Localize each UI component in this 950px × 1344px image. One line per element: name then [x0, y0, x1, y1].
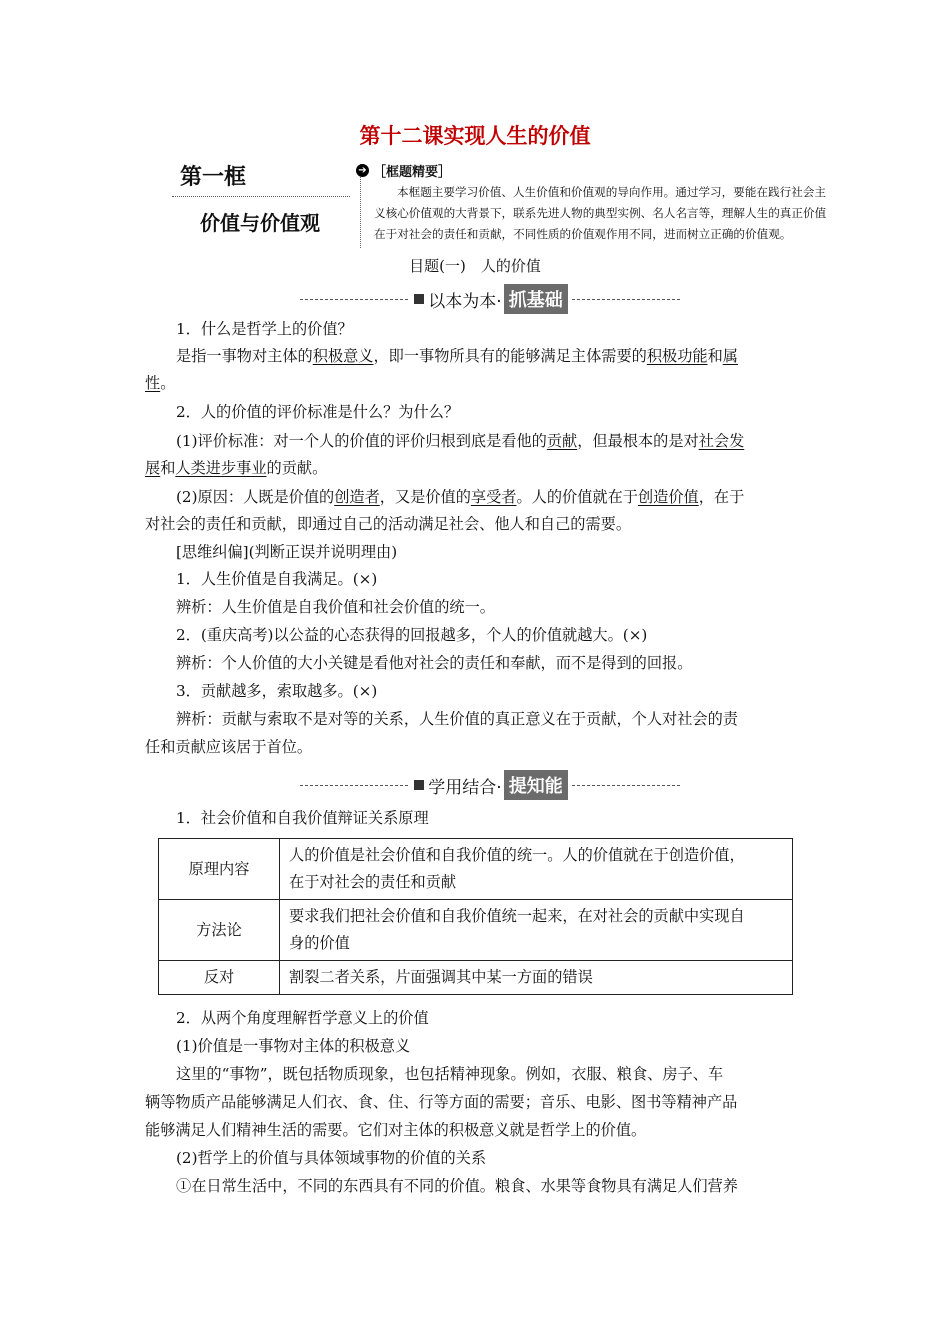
- section-banner-basics: [300, 284, 680, 314]
- keyword: 属: [722, 347, 738, 365]
- think-item-1-a: 辨析：人生价值是自我价值和社会价值的统一。: [176, 598, 495, 616]
- topic-heading: 目题(一) 人的价值: [409, 257, 541, 275]
- table-cell-content: [280, 839, 793, 900]
- answer-2b-line-1: [145, 484, 809, 511]
- value-sub-2: (2)哲学上的价值与具体领域事物的价值的关系: [176, 1149, 487, 1167]
- keyword: 享受者: [470, 488, 517, 506]
- summary-text: 本框题主要学习价值、人生价值和价值观的导向作用。通过学习，要能在践行社会主义核心价值观的大背景下，联系先进人物的典型实例、名人名言等，理解人生的真正价值在于对社会的责任和贡献，不同性质的价值观作用不同，进而树立正确的价值观。: [374, 185, 827, 241]
- think-item-2-a: 辨析：个人价值的大小关键是看他对社会的责任和奉献，而不是得到的回报。: [176, 654, 693, 672]
- banner-prefix: 学用结合·: [428, 777, 502, 798]
- answer-1-line-2: [145, 370, 809, 397]
- keyword: 积极意义: [312, 347, 374, 365]
- arrow-right-icon: ➔: [356, 164, 369, 177]
- banner-right-dash: [572, 785, 680, 786]
- text: (2)原因：人既是价值的: [176, 488, 335, 506]
- keyword: 人类进步事业: [175, 459, 267, 477]
- text: 是指一事物对主体的: [176, 347, 313, 365]
- text: ，又是价值的: [379, 488, 471, 506]
- table-cell-label: 方法论: [159, 900, 280, 961]
- text: ，但最根本的是对: [577, 432, 699, 450]
- keyword: 展: [145, 459, 161, 477]
- think-heading: [思维纠偏](判断正误并说明理由): [176, 543, 398, 561]
- table-cell-label: 反对: [159, 961, 280, 995]
- cell-line: 人的价值是社会价值和自我价值的统一。人的价值就在于创造价值，: [289, 846, 745, 864]
- table-row: [159, 900, 793, 961]
- keyword: 创造者: [334, 488, 380, 506]
- frame-subtitle: 价值与价值观: [200, 211, 320, 235]
- banner-prefix: 以本为本·: [428, 291, 502, 312]
- answer-2b-line-2: 对社会的责任和贡献，即通过自己的活动满足社会、他人和自己的需要。: [145, 515, 631, 533]
- value-text-1: 这里的“事物”，既包括物质现象，也包括精神现象。例如，衣服、粮食、房子、车: [176, 1065, 724, 1083]
- keyword: 创造价值: [637, 488, 699, 506]
- principle-heading: 1．社会价值和自我价值辩证关系原理: [176, 809, 429, 827]
- answer-2a-line-1: [145, 428, 809, 455]
- cell-line: 要求我们把社会价值和自我价值统一起来，在对社会的贡献中实现自: [289, 907, 745, 925]
- text: 。人的价值就在于: [516, 488, 638, 506]
- text: ，在于: [698, 488, 745, 506]
- banner-tag: 提知能: [504, 770, 568, 800]
- square-bullet-icon: [414, 780, 424, 790]
- answer-1-line-1: [145, 343, 809, 370]
- table-cell-content: [280, 900, 793, 961]
- cell-line: 在于对社会的责任和贡献: [289, 873, 457, 891]
- banner-left-dash: [300, 299, 408, 300]
- question-2: 2．人的价值的评价标准是什么？为什么？: [176, 403, 460, 421]
- principle-table: [158, 838, 793, 995]
- value-text-4: ①在日常生活中，不同的东西具有不同的价值。粮食、水果等食物具有满足人们营养: [176, 1177, 738, 1195]
- text: 和: [160, 459, 176, 477]
- text: ，即一事物所具有的能够满足主体需要的: [373, 347, 647, 365]
- banner-left-dash: [300, 785, 408, 786]
- table-cell-label: 原理内容: [159, 839, 280, 900]
- table-cell-content: [280, 961, 793, 995]
- value-text-2: 辆等物质产品能够满足人们衣、食、住、行等方面的需要；音乐、电影、图书等精神产品: [145, 1093, 738, 1111]
- frame-divider: [172, 196, 350, 197]
- text: 和: [707, 347, 723, 365]
- think-item-3-a-line-2: 任和贡献应该居于首位。: [145, 738, 313, 756]
- keyword: 社会发: [698, 432, 745, 450]
- summary-heading: [356, 161, 451, 180]
- keyword: 性: [145, 374, 161, 392]
- think-item-3-a-line-1: 辨析：贡献与索取不是对等的关系，人生价值的真正意义在于贡献，个人对社会的责: [176, 710, 738, 728]
- page-title: 第十二课实现人生的价值: [359, 124, 591, 148]
- keyword: 贡献: [546, 432, 578, 450]
- summary-heading-text: ［框题精要］: [373, 165, 452, 180]
- banner-right-dash: [572, 299, 680, 300]
- answer-2a-line-2: [145, 455, 809, 482]
- table-row: [159, 839, 793, 900]
- cell-line: 割裂二者关系，片面强调其中某一方面的错误: [289, 968, 593, 986]
- value-heading: 2．从两个角度理解哲学意义上的价值: [176, 1009, 429, 1027]
- value-sub-1: (1)价值是一事物对主体的积极意义: [176, 1037, 411, 1055]
- value-text-3: 能够满足人们精神生活的需要。它们对主体的积极意义就是哲学上的价值。: [145, 1121, 647, 1139]
- section-banner-application: [300, 770, 680, 800]
- cell-line: 身的价值: [289, 934, 350, 952]
- table-row: [159, 961, 793, 995]
- square-bullet-icon: [414, 294, 424, 304]
- banner-tag: 抓基础: [504, 284, 568, 314]
- think-item-3-q: 3．贡献越多，索取越多。(×): [176, 682, 378, 700]
- think-item-2-q: 2．(重庆高考)以公益的心态获得的回报越多，个人的价值就越大。(×): [176, 626, 648, 644]
- text: 。: [160, 374, 176, 392]
- think-item-1-q: 1．人生价值是自我满足。(×): [176, 570, 378, 588]
- text: (1)评价标准：对一个人的价值的评价归根到底是看他的: [176, 432, 547, 450]
- frame-label: 第一框: [180, 165, 247, 190]
- principle-table-wrap: [158, 838, 793, 995]
- question-1: 1．什么是哲学上的价值？: [176, 320, 353, 338]
- keyword: 积极功能: [646, 347, 708, 365]
- text: 的贡献。: [266, 459, 328, 477]
